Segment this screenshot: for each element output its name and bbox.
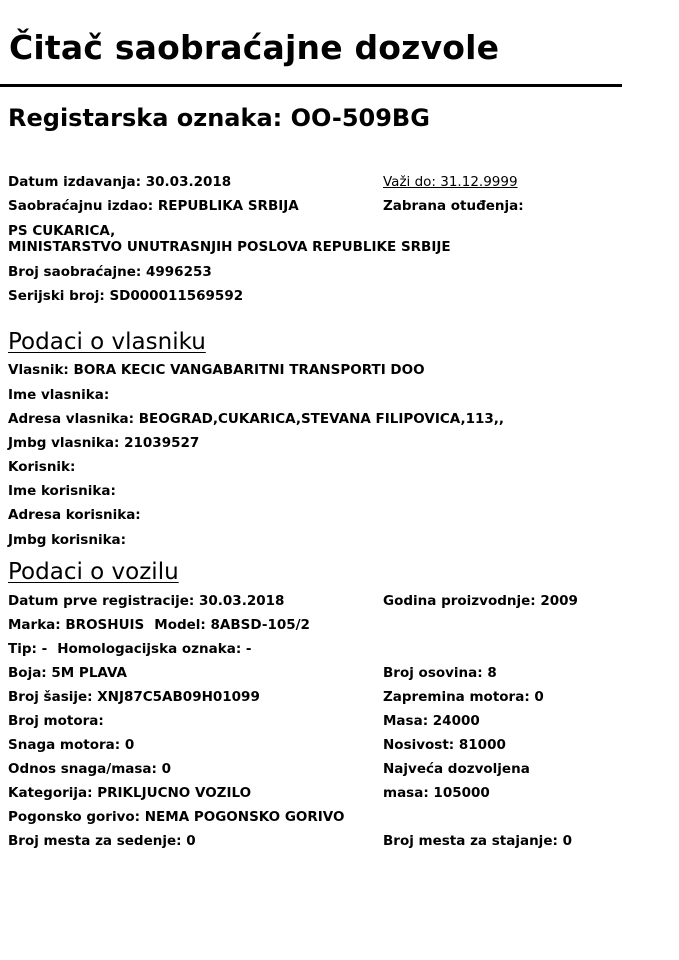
registration-plate <box>8 104 430 132</box>
make-model-row <box>8 617 310 633</box>
user-address: Adresa korisnika: <box>8 507 141 523</box>
fuel: Pogonsko gorivo: NEMA POGONSKO GORIVO <box>8 809 345 825</box>
issuer-line-1: PS CUKARICA, <box>8 223 116 239</box>
document-number: Broj saobraćajne: 4996253 <box>8 264 212 280</box>
mass: Masa: 24000 <box>383 713 480 729</box>
production-year: Godina proizvodnje: 2009 <box>383 593 578 609</box>
max-mass-label: Najveća dozvoljena <box>383 761 530 777</box>
standing-places: Broj mesta za stajanje: 0 <box>383 833 572 849</box>
power-mass-ratio: Odnos snaga/masa: 0 <box>8 761 172 777</box>
engine-number: Broj motora: <box>8 713 104 729</box>
model: Model: 8ABSD-105/2 <box>154 617 310 633</box>
issued-by: Saobraćajnu izdao: REPUBLIKA SRBIJA <box>8 198 299 214</box>
engine-power: Snaga motora: 0 <box>8 737 135 753</box>
color: Boja: 5M PLAVA <box>8 665 127 681</box>
issue-date: Datum izdavanja: 30.03.2018 <box>8 174 232 190</box>
page-title: Čitač saobraćajne dozvole <box>9 28 500 67</box>
serial-number: Serijski broj: SD000011569592 <box>8 288 244 304</box>
make: Marka: BROSHUIS <box>8 617 145 633</box>
load-capacity: Nosivost: 81000 <box>383 737 506 753</box>
type-row <box>8 641 252 657</box>
plate-value: OO-509BG <box>290 104 430 132</box>
homologation: Homologacijska oznaka: - <box>57 641 252 657</box>
seats: Broj mesta za sedenje: 0 <box>8 833 196 849</box>
engine-volume: Zapremina motora: 0 <box>383 689 544 705</box>
user: Korisnik: <box>8 459 76 475</box>
user-name: Ime korisnika: <box>8 483 116 499</box>
issuer-line-2: MINISTARSTVO UNUTRASNJIH POSLOVA REPUBLIKE SRBIJE <box>8 239 451 255</box>
vehicle-section-title: Podaci o vozilu <box>8 559 179 585</box>
owner: Vlasnik: BORA KECIC VANGABARITNI TRANSPORTI DOO <box>8 362 425 378</box>
user-jmbg: Jmbg korisnika: <box>8 532 127 548</box>
valid-until: Važi do: 31.12.9999 <box>383 174 518 190</box>
first-registration: Datum prve registracije: 30.03.2018 <box>8 593 285 609</box>
chassis-number: Broj šasije: XNJ87C5AB09H01099 <box>8 689 260 705</box>
owner-name: Ime vlasnika: <box>8 387 110 403</box>
owner-address: Adresa vlasnika: BEOGRAD,CUKARICA,STEVANA FILIPOVICA,113,, <box>8 411 505 427</box>
axles: Broj osovina: 8 <box>383 665 497 681</box>
title-divider <box>0 84 622 87</box>
max-mass-value: masa: 105000 <box>383 785 490 801</box>
plate-label: Registarska oznaka: <box>8 104 283 132</box>
owner-jmbg: Jmbg vlasnika: 21039527 <box>8 435 200 451</box>
owner-section-title: Podaci o vlasniku <box>8 329 206 355</box>
alienation-ban: Zabrana otuđenja: <box>383 198 524 214</box>
category: Kategorija: PRIKLJUCNO VOZILO <box>8 785 252 801</box>
vehicle-type: Tip: - <box>8 641 48 657</box>
